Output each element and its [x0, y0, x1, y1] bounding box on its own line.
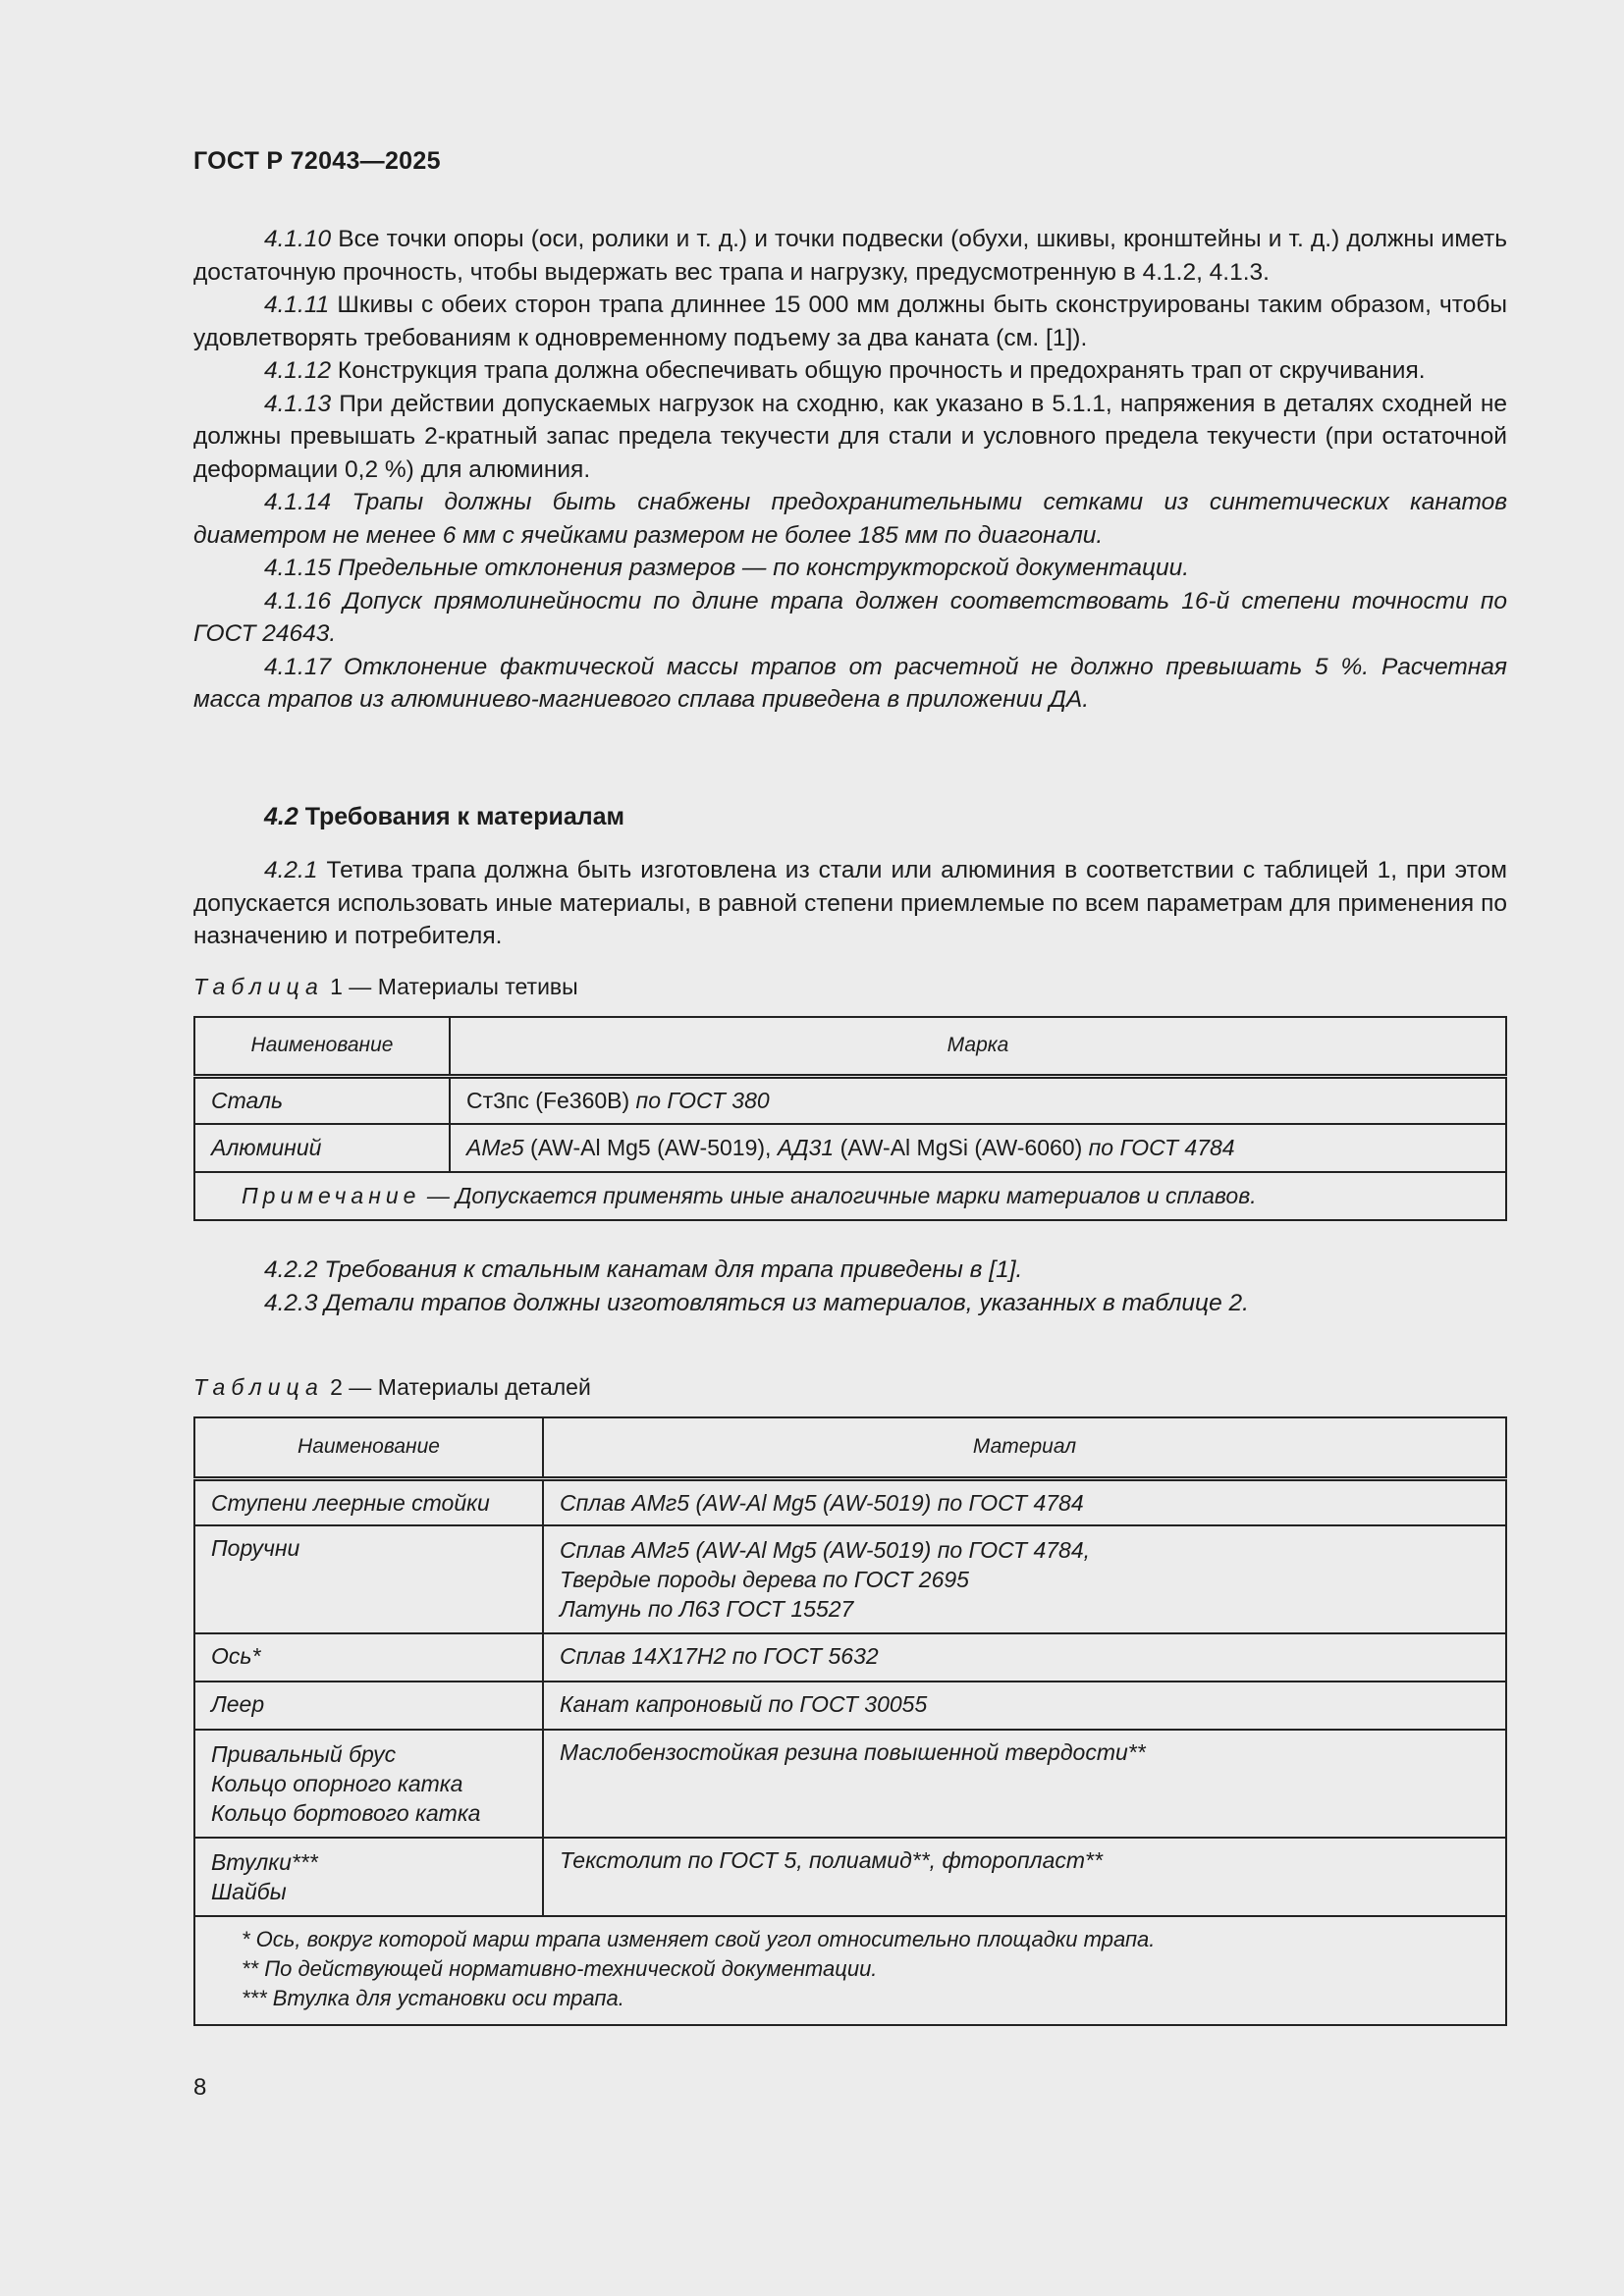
page-number: 8	[193, 2074, 207, 2101]
table-row: Втулки*** Шайбы Текстолит по ГОСТ 5, полиамид**, фторопласт**	[194, 1838, 1506, 1916]
paragraph: 4.2.2 Требования к стальным канатам для трапа приведены в [1].	[264, 1256, 1023, 1283]
table1-note: Примечание — Допускается применять иные аналогичные марки материалов и сплавов.	[194, 1172, 1506, 1220]
table2	[193, 1416, 1507, 2026]
body-paragraphs	[193, 223, 1507, 717]
paragraph: 4.1.10 Все точки опоры (оси, ролики и т. д.) и точки подвески (обухи, шкивы, кронштейны и т. д.) должны иметь достаточную прочность, чтобы выдержать вес трапа и нагрузку, предусмотренную в 4.1.2, 4.1.3.	[193, 226, 1507, 286]
table-row: Ось* Сплав 14Х17Н2 по ГОСТ 5632	[194, 1633, 1506, 1682]
section-paragraph: 4.2.1 Тетива трапа должна быть изготовлена из стали или алюминия в соответствии с таблицей 1, при этом допускается использовать иные материалы, в равной степени приемлемые по всем параметрам для применения по назначению и потребителя.	[193, 857, 1507, 949]
table1-header-mark: Марка	[450, 1017, 1506, 1076]
paragraph: 4.1.16 Допуск прямолинейности по длине трапа должен соответствовать 16-й степени точности по ГОСТ 24643.	[193, 587, 1507, 647]
paragraph: 4.2.3 Детали трапов должны изготовляться из материалов, указанных в таблице 2.	[264, 1289, 1249, 1316]
paragraph: 4.1.12 Конструкция трапа должна обеспечивать общую прочность и предохранять трап от скручивания.	[264, 357, 1426, 384]
after-table1-paragraphs	[193, 1254, 1507, 1319]
section-heading: 4.2 Требования к материалам	[264, 803, 625, 830]
table2-header-material: Материал	[543, 1417, 1506, 1478]
paragraph: 4.1.13 При действии допускаемых нагрузок на сходню, как указано в 5.1.1, напряжения в деталях сходней не должны превышать 2-кратный запас предела текучести для стали и условного предела текучести (при остаточной деформации 0,2 %) для алюминия.	[193, 390, 1507, 483]
table-row: Поручни Сплав АМг5 (AW-Al Mg5 (AW-5019) по ГОСТ 4784, Твердые породы дерева по ГОСТ 2695 Латунь по Л63 ГОСТ 15527	[194, 1525, 1506, 1633]
table2-footnotes: * Ось, вокруг которой марш трапа изменяет свой угол относительно площадки трапа. ** По действующей нормативно-технической документации. *** Втулка для установки оси трапа.	[194, 1916, 1506, 2025]
table-row: Привальный брус Кольцо опорного катка Кольцо бортового катка Маслобензостойкая резина повышенной твердости**	[194, 1730, 1506, 1838]
table2-caption: Таблица 2 — Материалы деталей	[193, 1374, 591, 1400]
paragraph: 4.1.15 Предельные отклонения размеров — по конструкторской документации.	[264, 555, 1190, 581]
paragraph: 4.1.17 Отклонение фактической массы трапов от расчетной не должно превышать 5 %. Расчетная масса трапов из алюминиево-магниевого сплава приведена в приложении ДА.	[193, 653, 1507, 713]
table2-header-name: Наименование	[194, 1417, 543, 1478]
table-row: Ступени леерные стойки Сплав АМг5 (AW-Al Mg5 (AW-5019) по ГОСТ 4784	[194, 1478, 1506, 1525]
table1-caption: Таблица 1 — Материалы тетивы	[193, 974, 578, 999]
document-code: ГОСТ Р 72043—2025	[193, 147, 441, 175]
table-row: Алюминий АМг5 (AW-Al Mg5 (AW-5019), АД31 (AW-Al MgSi (AW-6060) по ГОСТ 4784	[194, 1124, 1506, 1172]
table1	[193, 1016, 1507, 1221]
table1-header-name: Наименование	[194, 1017, 450, 1076]
paragraph: 4.1.11 Шкивы с обеих сторон трапа длиннее 15 000 мм должны быть сконструированы таким образом, чтобы удовлетворять требованиям к одновременному подъему за два каната (см. [1]).	[193, 292, 1507, 351]
paragraph: 4.1.14 Трапы должны быть снабжены предохранительными сетками из синтетических канатов диаметром не менее 6 мм с ячейками размером не более 185 мм по диагонали.	[193, 489, 1507, 549]
table-row: Сталь Ст3пс (Fe360B) по ГОСТ 380	[194, 1076, 1506, 1124]
table-row: Леер Канат капроновый по ГОСТ 30055	[194, 1682, 1506, 1730]
